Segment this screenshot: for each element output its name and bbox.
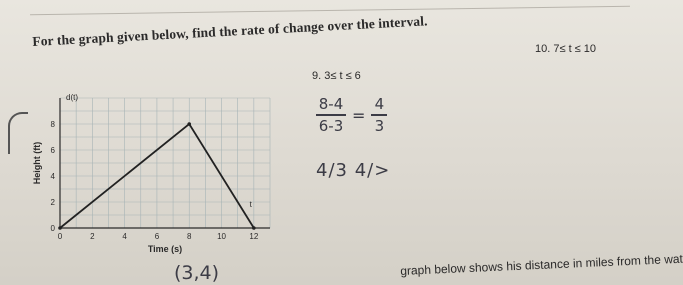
instruction-text: For the graph given below, find the rate of change over the interval.: [32, 13, 428, 49]
data-point: [58, 226, 62, 230]
x-tick-label: 6: [154, 232, 160, 241]
y-axis-top-label: d(t): [66, 93, 78, 102]
x-tick-label: 12: [249, 232, 259, 241]
x-tick-label: 10: [217, 232, 226, 241]
fraction-bar: [316, 114, 346, 116]
handwritten-ratio: 4/3 4/>: [316, 160, 391, 181]
result-denominator: 3: [374, 117, 385, 135]
handwritten-fraction: [316, 96, 346, 134]
handwritten-result: [371, 96, 387, 134]
y-tick-label: 2: [50, 198, 55, 207]
result-bar: [371, 114, 387, 116]
handwritten-fraction-work: [316, 96, 387, 134]
point-label: t: [249, 200, 252, 210]
top-rule: [30, 6, 630, 15]
problem-9-interval: 3≤ t ≤ 6: [324, 70, 361, 82]
y-tick-label: 8: [50, 120, 55, 129]
x-tick-label: 0: [57, 232, 63, 241]
data-point: [252, 226, 256, 230]
problem-10-number: 10.: [535, 43, 551, 55]
y-tick-label: 0: [50, 224, 55, 233]
result-numerator: 4: [374, 95, 385, 113]
y-axis-title: Height (ft): [32, 141, 42, 185]
problem-10: [535, 43, 596, 55]
fraction-numerator: 8-4: [318, 95, 344, 113]
rate-graph: [30, 78, 270, 258]
x-tick-label: 4: [122, 232, 127, 241]
y-tick-label: 4: [50, 172, 55, 181]
margin-bracket-mark: [8, 112, 28, 154]
x-tick-label: 2: [90, 232, 95, 241]
handwritten-point: (3,4): [174, 262, 220, 284]
x-tick-label: 8: [187, 232, 192, 241]
next-problem-text: graph below shows his distance in miles from the wat: [400, 251, 683, 278]
problem-9-number: 9.: [312, 70, 322, 82]
problem-9: [312, 70, 361, 82]
y-tick-label: 6: [50, 146, 55, 155]
fraction-denominator: 6-3: [318, 117, 344, 135]
equals-sign: =: [352, 105, 366, 125]
data-point: [187, 122, 191, 126]
problem-10-interval: 7≤ t ≤ 10: [553, 43, 597, 55]
x-axis-title: Time (s): [147, 244, 183, 254]
